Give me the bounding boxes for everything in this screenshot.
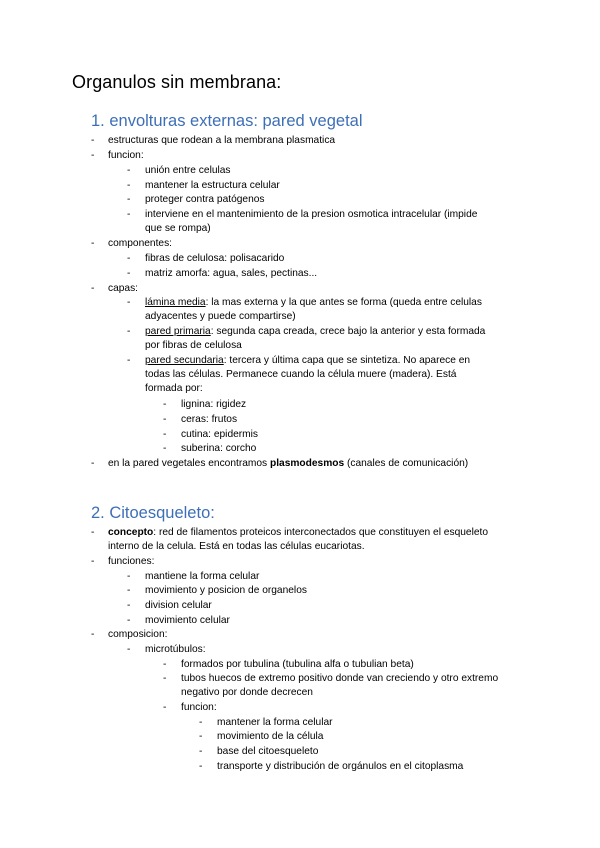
bullet: - — [91, 135, 95, 146]
bullet: - — [127, 194, 131, 205]
list-item-text: : la mas externa y la que antes se forma (queda entre celulas — [205, 297, 482, 308]
list-item-text: : segunda capa creada, crece bajo la anterior y esta formada — [210, 326, 486, 337]
section-heading-citoesqueleto: 2. Citoesqueleto: — [91, 504, 215, 522]
bullet: - — [127, 585, 131, 596]
term-pared-secundaria: pared secundaria — [145, 355, 224, 366]
list-item: funcion: — [181, 702, 217, 713]
bullet: - — [163, 673, 167, 684]
list-item-continuation: que se rompa) — [145, 223, 211, 234]
bullet: - — [163, 443, 167, 454]
bullet: - — [91, 556, 95, 567]
list-item: matriz amorfa: agua, sales, pectinas... — [145, 268, 318, 279]
term-lamina-media: lámina media — [145, 297, 206, 308]
list-item: unión entre celulas — [145, 165, 231, 176]
list-item: movimiento de la célula — [217, 731, 324, 742]
list-item-continuation: formada por: — [145, 383, 203, 394]
bullet: - — [127, 615, 131, 626]
list-item — [108, 526, 488, 540]
list-item-text: : red de filamentos proteicos interconectados que constituyen el esqueleto — [153, 527, 488, 538]
bullet: - — [91, 629, 95, 640]
term-pared-primaria: pared primaria — [145, 326, 211, 337]
bullet: - — [127, 644, 131, 655]
bullet: - — [199, 761, 203, 772]
list-item — [145, 296, 482, 310]
bullet: - — [127, 600, 131, 611]
list-item: movimiento y posicion de organelos — [145, 585, 307, 596]
list-item: suberina: corcho — [181, 443, 257, 454]
list-item: capas: — [108, 283, 139, 294]
list-item: transporte y distribución de orgánulos en el citoplasma — [217, 761, 464, 772]
bullet: - — [163, 414, 167, 425]
list-item — [145, 354, 470, 368]
list-item: fibras de celulosa: polisacarido — [145, 253, 285, 264]
list-item — [145, 325, 485, 339]
list-item-text: : tercera y última capa que se sintetiza. No aparece en — [223, 355, 471, 366]
list-item: microtúbulos: — [145, 644, 206, 655]
bullet: - — [127, 268, 131, 279]
bullet: - — [91, 527, 95, 538]
list-item-continuation: negativo por donde decrecen — [181, 687, 313, 698]
list-item: mantiene la forma celular — [145, 571, 260, 582]
bullet: - — [127, 253, 131, 264]
bullet: - — [91, 283, 95, 294]
list-item: ceras: frutos — [181, 414, 238, 425]
bullet: - — [163, 429, 167, 440]
list-item: division celular — [145, 600, 212, 611]
list-item: cutina: epidermis — [181, 429, 259, 440]
list-item: tubos huecos de extremo positivo donde van creciendo y otro extremo — [181, 673, 499, 684]
section-heading-pared-vegetal: 1. envolturas externas: pared vegetal — [91, 112, 363, 130]
term-concepto: concepto — [108, 527, 154, 538]
bullet: - — [127, 326, 131, 337]
bullet: - — [127, 180, 131, 191]
list-item-continuation: interno de la celula. Está en todas las células eucariotas. — [108, 541, 365, 552]
list-item: componentes: — [108, 238, 172, 249]
list-item-text: (canales de comunicación) — [344, 458, 469, 469]
list-item — [108, 457, 468, 471]
list-item: funciones: — [108, 556, 155, 567]
list-item-continuation: por fibras de celulosa — [145, 340, 242, 351]
list-item: base del citoesqueleto — [217, 746, 319, 757]
page-title: Organulos sin membrana: — [72, 72, 282, 92]
bullet: - — [127, 297, 131, 308]
bullet: - — [127, 355, 131, 366]
bullet: - — [199, 746, 203, 757]
list-item: movimiento celular — [145, 615, 230, 626]
list-item: estructuras que rodean a la membrana plasmatica — [108, 135, 336, 146]
list-item-continuation: todas las células. Permanece cuando la célula muere (madera). Está — [145, 369, 457, 380]
bullet: - — [91, 238, 95, 249]
list-item: funcion: — [108, 150, 144, 161]
list-item: lignina: rigidez — [181, 399, 247, 410]
list-item-text: en la pared vegetales encontramos — [108, 458, 270, 469]
term-plasmodesmos: plasmodesmos — [269, 458, 345, 469]
bullet: - — [127, 165, 131, 176]
bullet: - — [91, 458, 95, 469]
list-item: mantener la forma celular — [217, 717, 333, 728]
bullet: - — [127, 571, 131, 582]
bullet: - — [91, 150, 95, 161]
list-item: proteger contra patógenos — [145, 194, 265, 205]
bullet: - — [127, 209, 131, 220]
list-item-continuation: adyacentes y puede compartirse) — [145, 311, 296, 322]
bullet: - — [199, 731, 203, 742]
list-item: composicion: — [108, 629, 168, 640]
bullet: - — [199, 717, 203, 728]
bullet: - — [163, 659, 167, 670]
list-item: formados por tubulina (tubulina alfa o tubulian beta) — [181, 659, 414, 670]
list-item: mantener la estructura celular — [145, 180, 280, 191]
bullet: - — [163, 702, 167, 713]
list-item: interviene en el mantenimiento de la presion osmotica intracelular (impide — [145, 209, 478, 220]
bullet: - — [163, 399, 167, 410]
